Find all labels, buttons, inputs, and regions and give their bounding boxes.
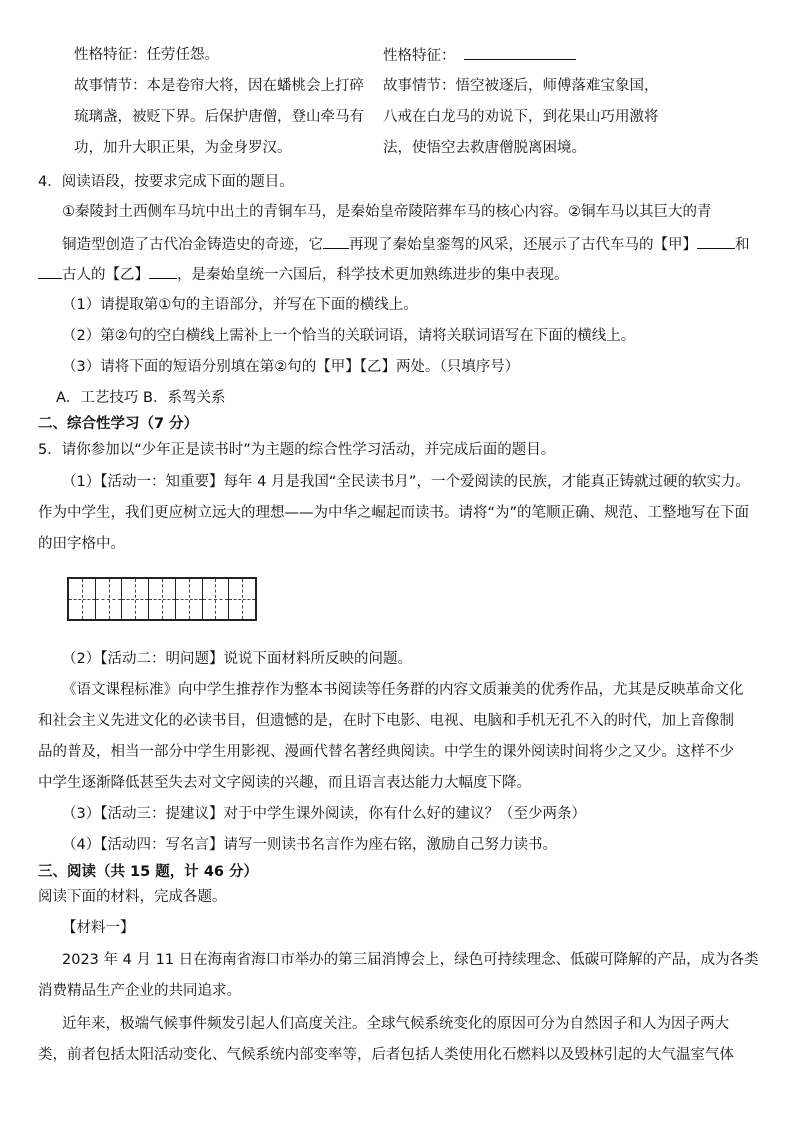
left-trait: 性格特征：任劳任怨。 <box>74 47 219 63</box>
activity-4: （4）【活动四：写名言】请写一则读书名言作为座右铭，激励自己努力读书。 <box>62 837 557 853</box>
reading-line-1: 2023 年 4 月 11 日在海南省海口市举办的第三届消博会上，绿色可持续理念、低碳可降解的产品，成为各类 <box>62 952 759 968</box>
q4-passage-line-3 <box>38 264 569 285</box>
right-trait-label: 性格特征： <box>383 48 456 64</box>
material-1-label: 【材料一】 <box>62 920 135 936</box>
left-plot-line-1: 故事情节：本是卷帘大将，因在蟠桃会上打碎 <box>74 78 364 94</box>
blank-connective[interactable] <box>323 234 349 249</box>
right-plot-line-2: 八戒在白龙马的劝说下，到花果山巧用激将 <box>383 109 659 125</box>
section-3-intro: 阅读下面的材料，完成各题。 <box>38 889 227 905</box>
tianzige-cell[interactable] <box>203 579 230 619</box>
q4-passage-2c: 和 <box>735 237 750 253</box>
material-line-2: 和社会主义先进文化的必读书目，但遗憾的是，在时下电影、电视、电脑和手机无孔不入的时代，加上音像制 <box>38 713 734 729</box>
tianzige-cell[interactable] <box>176 579 203 619</box>
q4-sub-1: （1）请提取第①句的主语部分，并写在下面的横线上。 <box>62 297 418 313</box>
activity-1-line-3: 的田字格中。 <box>38 536 125 552</box>
tianzige-cell[interactable] <box>96 579 123 619</box>
q4-passage-2a: 铜造型创造了古代冶金铸造史的奇迹，它 <box>62 237 323 253</box>
activity-3: （3）【活动三：提建议】对于中学生课外阅读，你有什么好的建议？（至少两条） <box>62 806 586 822</box>
material-line-3: 品的普及，相当一部分中学生用影视、漫画代替名著经典阅读。中学生的课外阅读时间将少之又少。这样不少 <box>38 744 734 760</box>
tianzige-cell[interactable] <box>149 579 176 619</box>
q4-passage-2b: 再现了秦始皇銮驾的风采，还展示了古代车马的【甲】 <box>349 237 697 253</box>
material-line-1: 《语文课程标准》向中学生推荐作为整本书阅读等任务群的内容文质兼美的优秀作品，尤其是反映革命文化 <box>62 682 744 698</box>
blank-yi[interactable] <box>149 264 177 279</box>
activity-2: （2）【活动二：明问题】说说下面材料所反映的问题。 <box>62 651 412 667</box>
tianzige-cell[interactable] <box>69 579 96 619</box>
q4-title: 4．阅读语段，按要求完成下面的题目。 <box>38 174 294 190</box>
tianzige-cell[interactable] <box>229 579 255 619</box>
left-plot-line-2: 琉璃盏，被贬下界。后保护唐僧，登山牵马有 <box>74 109 364 125</box>
q4-sub-2: （2）第②句的空白横线上需补上一个恰当的关联词语，请将关联词语写在下面的横线上。 <box>62 328 636 344</box>
trait-answer-blank[interactable] <box>464 45 576 60</box>
q4-passage-3b: ，是秦始皇统一六国后，科学技术更加熟练进步的集中表现。 <box>177 267 569 283</box>
q5-title: 5．请你参加以“少年正是读书时”为主题的综合性学习活动，并完成后面的题目。 <box>38 442 556 458</box>
right-plot-line-3: 法，使悟空去救唐僧脱离困境。 <box>383 140 586 156</box>
activity-1-line-2: 作为中学生，我们更应树立远大的理想——为中华之崛起而读书。请将“为”的笔顺正确、规范、工整地写在下面 <box>38 505 750 521</box>
material-line-4: 中学生逐渐降低甚至失去对文字阅读的兴趣，而且语言表达能力大幅度下降。 <box>38 775 531 791</box>
q4-options: A．工艺技巧 B．系驾关系 <box>56 390 226 406</box>
q4-sub-3: （3）请将下面的短语分别填在第②句的【甲】【乙】两处。（只填序号） <box>62 359 520 375</box>
blank-jia[interactable] <box>697 234 735 249</box>
right-plot-line-1: 故事情节：悟空被逐后，师傅落难宝象国， <box>383 78 659 94</box>
blank-continuation[interactable] <box>38 264 62 279</box>
q4-passage-line-1: ①秦陵封土西侧车马坑中出土的青铜车马，是秦始皇帝陵陪葬车马的核心内容。②铜车马以其巨大的青 <box>62 204 712 220</box>
q4-passage-line-2 <box>62 234 750 255</box>
section-3-heading: 三、阅读（共 15 题，计 46 分） <box>38 864 259 880</box>
right-trait <box>383 45 576 66</box>
q4-passage-3a: 古人的【乙】 <box>62 267 149 283</box>
tianzige-cell[interactable] <box>122 579 149 619</box>
reading-line-2: 消费精品生产企业的共同追求。 <box>38 983 241 999</box>
section-2-heading: 二、综合性学习（7 分） <box>38 416 199 432</box>
reading-line-4: 类，前者包括太阳活动变化、气候系统内部变率等，后者包括人类使用化石燃料以及毁林引起的大气温室气体 <box>38 1047 734 1063</box>
left-plot-line-3: 功，加升大职正果，为金身罗汉。 <box>74 140 292 156</box>
reading-line-3: 近年来，极端气候事件频发引起人们高度关注。全球气候系统变化的原因可分为自然因子和人为因子两大 <box>62 1016 729 1032</box>
activity-1-line-1: （1）【活动一：知重要】每年 4 月是我国“全民读书月”，一个爱阅读的民族，才能真正铸就过硬的软实力。 <box>62 474 750 490</box>
tianzige-grid[interactable] <box>67 577 257 621</box>
